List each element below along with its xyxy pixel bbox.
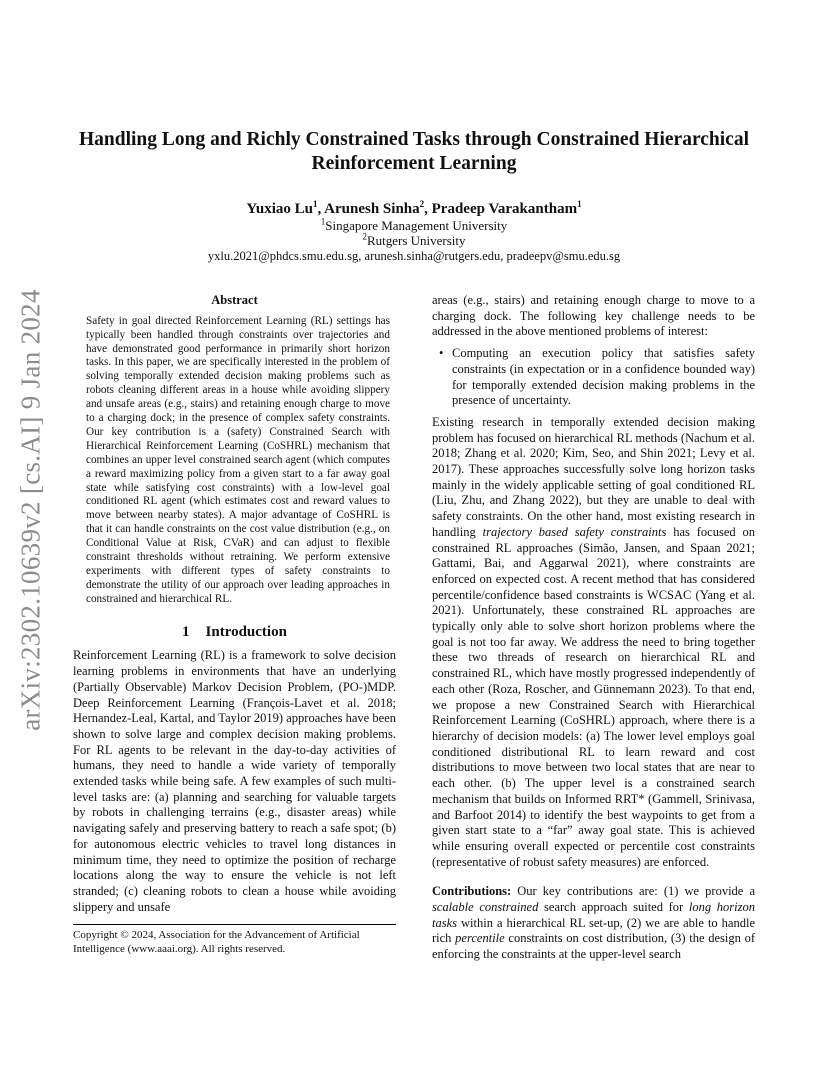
contributions-label: Contributions: <box>432 884 512 899</box>
text-run: search approach suited for <box>538 900 689 915</box>
arxiv-identifier: arXiv:2302.10639v2 [cs.AI] 9 Jan 2024 <box>15 289 46 731</box>
emphasis: scalable constrained <box>432 900 539 915</box>
text-run: Existing research in temporally extended decision making problem has focused on hierarchical RL methods (Nachum et al. 2018; Zhang et al. 2020; Kim, Seo, and Shin 2021; Levy et al. 2017). These approaches successfully solve long horizon tasks mainly in the widely applicable setting of goal conditioned RL (Liu, Zhu, and Zhang 2022), but they are unable to deal with safety constraints. On the other hand, most existing research in handling <box>432 414 755 539</box>
left-column <box>73 293 396 915</box>
affiliation <box>73 233 755 248</box>
affiliation-name: Singapore Management University <box>325 218 508 233</box>
text-run: within a hierarchical RL set-up, (2) we are able to handle rich <box>432 915 755 946</box>
author-name: Arunesh Sinha <box>324 201 420 217</box>
author-affiliation-mark: 1 <box>577 199 582 209</box>
affiliation <box>73 218 755 233</box>
contributions-paragraph <box>432 884 755 963</box>
author-affiliation-mark: 2 <box>419 199 425 209</box>
author-emails: yxlu.2021@phdcs.smu.edu.sg, arunesh.sinha@rutgers.edu, pradeepv@smu.edu.sg <box>207 249 621 263</box>
affiliation-name: Rutgers University <box>366 233 466 248</box>
intro-paragraph: Reinforcement Learning (RL) is a framework to solve decision learning problems in environments that have an underlying (Partially Observable) Markov Decision Problem, (PO-)MDP. Deep Reinforcement Learning (François-Lavet et al. 2018; Hernandez-Leal, Kartal, and Taylor 2019) approaches have been shown to solve large and complex decision making problems. For RL agents to be relevant in the day-to-day activities of humans, they need to handle a wide variety of temporally extended tasks while being safe. A few examples of such multi-level tasks are: (a) planning and searching for valuable targets by robots in challenging terrains (e.g., disaster areas) while navigating safely and preserving battery to reach a safe spot; (b) for autonomous electric vehicles to travel long distances in minimum time, they need to optimize the position of recharge locations along the way to ensure the vehicle is not left stranded; (c) cleaning robots to clean a house while avoiding slippery and unsafe <box>73 648 396 914</box>
section-number: 1 <box>182 623 190 640</box>
abstract-text: Safety in goal directed Reinforcement Learning (RL) settings has typically been handled through constraints over trajectories and have demonstrated good performance in primarily short horizon tasks. In this paper, we are specifically interested in the problem of solving temporally extended decision making problems such as robots cleaning different areas in a house while avoiding slippery and unsafe areas (e.g., stairs) and retaining enough charge to move to a charging dock; in the presence of complex safety constraints. Our key contribution is a (safety) Constrained Search with Hierarchical Reinforcement Learning (CoSHRL) mechanism that combines an upper level constrained search agent (which computes a reward maximizing policy from a given start to a far away goal state while satisfying cost constraints) with a low-level goal conditioned RL agent (which estimates cost and reward values to move between nearby states). A major advantage of CoSHRL is that it can handle constraints on the cost value distribution (e.g., on Conditional Value at Risk, CVaR) and can adjust to flexible constraint thresholds without retraining. We perform extensive experiments with different types of safety constraints to demonstrate the utility of our approach over leading approaches in constrained and hierarchical RL. <box>86 314 390 605</box>
affiliation-mark: 2 <box>362 231 367 242</box>
author-list: Yuxiao Lu$^1$, Arunesh Sinha$^2$, Pradeep Varakantham$^1$ <box>246 199 582 217</box>
abstract-heading: Abstract <box>211 293 258 307</box>
emphasis: percentile <box>455 931 505 946</box>
right-column <box>432 293 755 963</box>
challenge-list <box>432 346 755 409</box>
affiliation-mark: 1 <box>320 216 326 227</box>
author-name: Pradeep Varakantham <box>431 201 578 217</box>
section-heading <box>73 625 396 641</box>
text-run: has focused on constrained RL approaches (Simão, Jansen, and Spaan 2021; Gattami, Bai, and Aggarwal 2021), where constraints are enforced on expected cost. A recent method that has considered percentile/confidence based constraints is WCSAC (Yang et al. 2021). Unfortunately, these constrained RL approaches are typically only able to solve short horizon problems where the goal is not too far away. We address the need to bring together these two threads of research on hierarchical RL and constrained RL, which have mostly progressed independently of each other (Roza, Roscher, and Günnemann 2023). To that end, we propose a new Constrained Search with Hierarchical Reinforcement Learning (CoSHRL) approach, where there is a hierarchy of decision models: (a) The lower level employs goal conditioned distributional RL to learn reward and cost distributions to move between two local states that are near to each other. (b) The upper level is a constrained search mechanism that builds on Informed RRT* (Gammell, Srinivasa, and Barfoot 2014) to identify the best waypoints to get from a given start state to a “far” away goal state. This is achieved while ensuring overall expected or percentile cost constraints (representative of robust safety measures) are enforced. <box>432 524 755 869</box>
copyright-footnote: Copyright © 2024, Association for the Advancement of Artificial Intelligence (www.aaai.org). All rights reserved. <box>73 924 396 956</box>
list-item: • Computing an execution policy that satisfies safety constraints (in expectation or in a confidence bounded way) for temporally extended decision making problems in the presence of uncertainty. <box>452 346 755 409</box>
author-affiliation-mark: 1 <box>312 199 318 209</box>
section-title: Introduction <box>205 623 287 640</box>
intro-paragraph-continued: areas (e.g., stairs) and retaining enough charge to move to a charging dock. The following key challenge needs to be addressed in the above mentioned problems of interest: <box>432 293 755 339</box>
arxiv-sidebar <box>14 289 48 731</box>
author-name: Yuxiao Lu <box>246 201 313 217</box>
paper-title: Handling Long and Richly Constrained Tasks through Constrained Hierarchical Reinforcement Learning <box>78 129 749 174</box>
emphasis: trajectory based safety constraints <box>482 524 667 539</box>
text-run: constraints on cost distribution, (3) the design of enforcing the constraints at the upper-level search <box>432 931 756 962</box>
emphasis: long horizon tasks <box>432 900 755 930</box>
paper-header <box>73 128 755 264</box>
intro-paragraph <box>432 415 755 870</box>
text-run: Our key contributions are: (1) we provide a <box>511 884 755 899</box>
